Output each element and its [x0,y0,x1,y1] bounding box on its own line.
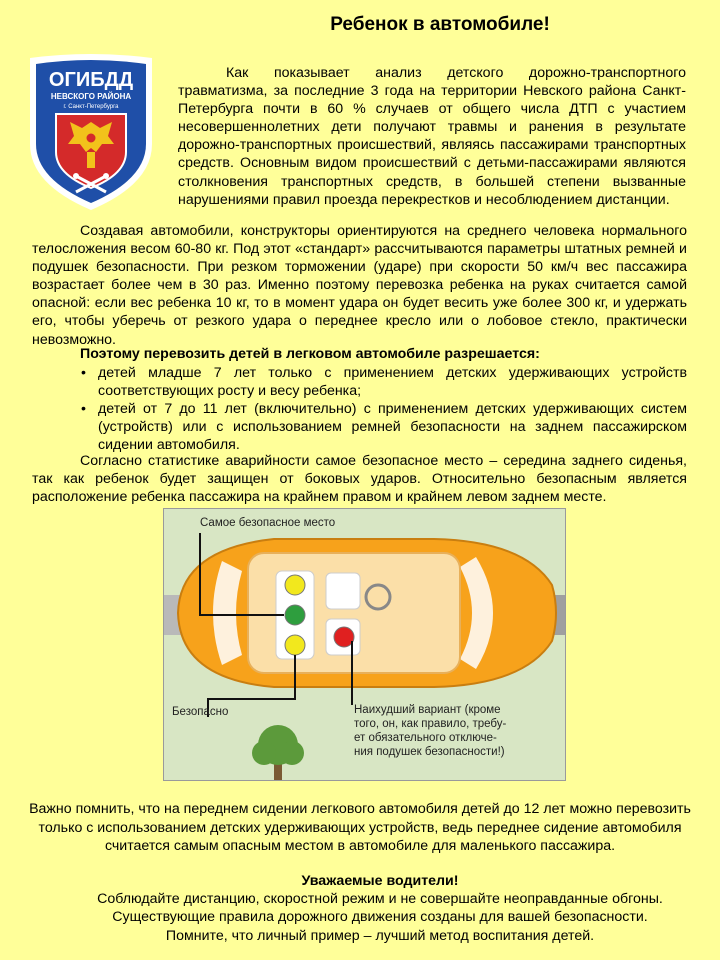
safest-label: Самое безопасное место [200,517,336,529]
emblem-line2: г. Санкт-Петербурга [63,104,119,110]
statistics-paragraph: Согласно статистике аварийности самое безопасное место – середина заднего сиденья, так как ребенок будет защищен от боковых ударов. Относительно безопасным является расположение ребенка пассажира на крайнем правом и крайнем левом заднем месте. [32,453,687,506]
worst-label-line-3: ет обязательного отключе- [354,732,497,744]
list-item: • детей младше 7 лет только с применением детских удерживающих устройств соответствующих росту и весу ребенка; [80,364,687,400]
allowed-list [80,364,687,454]
closing-heading: Уважаемые водители! [301,873,459,889]
car-seating-diagram [163,508,566,781]
emblem-name: ОГИБДД [48,69,134,91]
rear-middle-safest-marker [285,605,305,625]
worst-label-line-1: Наихудший вариант (кроме [354,704,501,716]
rear-left-safe-marker [285,575,305,595]
weight-paragraph: Создавая автомобили, конструкторы ориентируются на среднего человека нормального телосложения весом 60-80 кг. Под этот «стандарт» рассчитываются параметры штатных ремней и подушек безопасности. При резком торможении (ударе) при скорости 50 км/ч вес пассажира возрастает более чем в 30 раз. Именно поэтому перевозка ребенка на руках считается самой опасной: если вес ребенка 10 кг, то в момент удара он будет весить уже более 300 кг, и удержать его, чтобы уберечь от резкого удара о переднее кресло или о лобовое стекло, практически невозможно. [32,223,687,348]
closing-line: Помните, что личный пример – лучший метод воспитания детей. [165,927,595,944]
intro-paragraph: Как показывает анализ детского дорожно-транспортного травматизма, за последние 3 года на территории Невского района Санкт-Петербурга почти в 60 % случаев от общего числа ДТП с участием несовершеннолетних дети получают травмы и ранения в результате дорожно-транспортных происшествий, являясь пассажирами транспортных средств. Основным видом происшествий с детьми-пассажирами являются столкновения транспортных средств, в большей степени вызванные нарушениями правил проезда перекрестков и несоблюдением дистанции. [178,65,686,208]
list-item: • детей от 7 до 11 лет (включительно) с применением детских удерживающих систем (устройств) или с использованием ремней безопасности на заднем пассажирском сидении автомобиля. [80,400,687,454]
closing-block [20,872,720,945]
allowed-heading: Поэтому перевозить детей в легковом автомобиле разрешается: [80,346,540,362]
front-seat-paragraph: Важно помнить, что на переднем сидении легкового автомобиля детей до 12 лет можно перевозить только с использованием детских удерживающих устройств, ведь переднее сидение автомобиля считается самым опасным местом в автомобиле для маленького пассажира. [29,801,691,855]
rear-right-safe-marker [285,635,305,655]
worst-label-line-4: ния подушек безопасности!) [354,746,505,758]
emblem-line1: НЕВСКОГО РАЙОНА [50,92,132,101]
closing-line: Соблюдайте дистанцию, скоростной режим и не совершайте неоправданные обгоны. [97,891,663,908]
closing-line: Существующие правила дорожного движения созданы для вашей безопасности. [112,909,648,926]
tree-icon [252,725,304,781]
ogibdd-emblem [24,52,158,214]
page-title: Ребенок в автомобиле! [330,14,550,35]
safe-label: Безопасно [172,706,229,718]
worst-label-line-2: того, он, как правило, требу- [354,718,507,730]
